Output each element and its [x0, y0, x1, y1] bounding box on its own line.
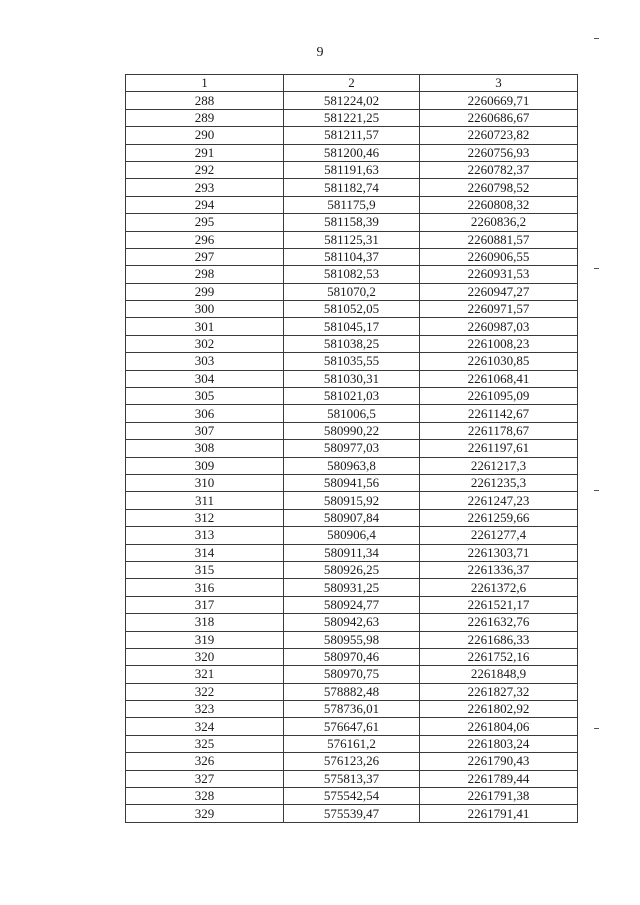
table-row [126, 631, 578, 648]
point-number-cell: 323 [126, 701, 284, 718]
table-row [126, 614, 578, 631]
point-number-cell: 320 [126, 648, 284, 665]
point-number-cell: 294 [126, 196, 284, 213]
point-number-cell: 290 [126, 127, 284, 144]
x-coordinate-cell: 581125,31 [284, 231, 420, 248]
table-row [126, 109, 578, 126]
y-coordinate-cell: 2261789,44 [420, 770, 578, 787]
table-row [126, 231, 578, 248]
x-coordinate-cell: 581045,17 [284, 318, 420, 335]
y-coordinate-cell: 2260686,67 [420, 109, 578, 126]
y-coordinate-cell: 2261827,32 [420, 683, 578, 700]
point-number-cell: 328 [126, 788, 284, 805]
point-number-cell: 304 [126, 370, 284, 387]
point-number-cell: 314 [126, 544, 284, 561]
table-row [126, 318, 578, 335]
point-number-cell: 321 [126, 666, 284, 683]
x-coordinate-cell: 581221,25 [284, 109, 420, 126]
x-coordinate-cell: 580955,98 [284, 631, 420, 648]
point-number-cell: 303 [126, 353, 284, 370]
table-row [126, 370, 578, 387]
point-number-cell: 329 [126, 805, 284, 822]
y-coordinate-cell: 2261235,3 [420, 474, 578, 491]
point-number-cell: 301 [126, 318, 284, 335]
table-row [126, 422, 578, 439]
point-number-cell: 326 [126, 753, 284, 770]
column-header-3: 3 [420, 75, 578, 92]
table-row [126, 753, 578, 770]
table-row [126, 266, 578, 283]
y-coordinate-cell: 2261521,17 [420, 596, 578, 613]
x-coordinate-cell: 578736,01 [284, 701, 420, 718]
x-coordinate-cell: 581052,05 [284, 301, 420, 318]
table-row [126, 353, 578, 370]
y-coordinate-cell: 2261803,24 [420, 735, 578, 752]
x-coordinate-cell: 580926,25 [284, 561, 420, 578]
table-row [126, 440, 578, 457]
y-coordinate-cell: 2260836,2 [420, 214, 578, 231]
table-row [126, 196, 578, 213]
point-number-cell: 319 [126, 631, 284, 648]
y-coordinate-cell: 2261686,33 [420, 631, 578, 648]
x-coordinate-cell: 581211,57 [284, 127, 420, 144]
y-coordinate-cell: 2261336,37 [420, 561, 578, 578]
x-coordinate-cell: 580931,25 [284, 579, 420, 596]
y-coordinate-cell: 2260881,57 [420, 231, 578, 248]
column-header-1: 1 [126, 75, 284, 92]
point-number-cell: 291 [126, 144, 284, 161]
point-number-cell: 306 [126, 405, 284, 422]
table-row [126, 161, 578, 178]
y-coordinate-cell: 2261791,41 [420, 805, 578, 822]
x-coordinate-cell: 581158,39 [284, 214, 420, 231]
y-coordinate-cell: 2260669,71 [420, 92, 578, 109]
table-row [126, 805, 578, 822]
scan-mark [594, 38, 599, 39]
x-coordinate-cell: 580963,8 [284, 457, 420, 474]
x-coordinate-cell: 581070,2 [284, 283, 420, 300]
table-row [126, 735, 578, 752]
scan-mark [594, 268, 599, 269]
point-number-cell: 307 [126, 422, 284, 439]
x-coordinate-cell: 581006,5 [284, 405, 420, 422]
y-coordinate-cell: 2260987,03 [420, 318, 578, 335]
table-header-row [126, 75, 578, 92]
y-coordinate-cell: 2261791,38 [420, 788, 578, 805]
x-coordinate-cell: 580970,46 [284, 648, 420, 665]
y-coordinate-cell: 2261802,92 [420, 701, 578, 718]
y-coordinate-cell: 2260782,37 [420, 161, 578, 178]
table-row [126, 666, 578, 683]
y-coordinate-cell: 2260723,82 [420, 127, 578, 144]
table-row [126, 770, 578, 787]
point-number-cell: 298 [126, 266, 284, 283]
y-coordinate-cell: 2260931,53 [420, 266, 578, 283]
point-number-cell: 325 [126, 735, 284, 752]
page-number: 9 [316, 45, 324, 60]
coordinates-table [125, 74, 578, 823]
x-coordinate-cell: 580970,75 [284, 666, 420, 683]
point-number-cell: 295 [126, 214, 284, 231]
y-coordinate-cell: 2261030,85 [420, 353, 578, 370]
x-coordinate-cell: 581038,25 [284, 335, 420, 352]
point-number-cell: 300 [126, 301, 284, 318]
table-row [126, 648, 578, 665]
column-header-2: 2 [284, 75, 420, 92]
y-coordinate-cell: 2260756,93 [420, 144, 578, 161]
y-coordinate-cell: 2261372,6 [420, 579, 578, 596]
point-number-cell: 313 [126, 527, 284, 544]
y-coordinate-cell: 2261217,3 [420, 457, 578, 474]
y-coordinate-cell: 2261068,41 [420, 370, 578, 387]
y-coordinate-cell: 2261752,16 [420, 648, 578, 665]
x-coordinate-cell: 576161,2 [284, 735, 420, 752]
table-body [126, 75, 578, 823]
table-row [126, 474, 578, 491]
x-coordinate-cell: 581200,46 [284, 144, 420, 161]
x-coordinate-cell: 580906,4 [284, 527, 420, 544]
table-row [126, 248, 578, 265]
table-row [126, 701, 578, 718]
point-number-cell: 289 [126, 109, 284, 126]
x-coordinate-cell: 581224,02 [284, 92, 420, 109]
y-coordinate-cell: 2261197,61 [420, 440, 578, 457]
point-number-cell: 308 [126, 440, 284, 457]
y-coordinate-cell: 2261095,09 [420, 388, 578, 405]
point-number-cell: 312 [126, 509, 284, 526]
x-coordinate-cell: 581021,03 [284, 388, 420, 405]
y-coordinate-cell: 2261804,06 [420, 718, 578, 735]
y-coordinate-cell: 2261008,23 [420, 335, 578, 352]
point-number-cell: 288 [126, 92, 284, 109]
y-coordinate-cell: 2261259,66 [420, 509, 578, 526]
x-coordinate-cell: 575542,54 [284, 788, 420, 805]
point-number-cell: 299 [126, 283, 284, 300]
x-coordinate-cell: 581030,31 [284, 370, 420, 387]
point-number-cell: 302 [126, 335, 284, 352]
x-coordinate-cell: 576647,61 [284, 718, 420, 735]
table-row [126, 683, 578, 700]
point-number-cell: 293 [126, 179, 284, 196]
table-row [126, 92, 578, 109]
point-number-cell: 305 [126, 388, 284, 405]
table-row [126, 388, 578, 405]
x-coordinate-cell: 581104,37 [284, 248, 420, 265]
y-coordinate-cell: 2261790,43 [420, 753, 578, 770]
table-row [126, 144, 578, 161]
table-row [126, 788, 578, 805]
point-number-cell: 292 [126, 161, 284, 178]
table-row [126, 579, 578, 596]
table-row [126, 283, 578, 300]
x-coordinate-cell: 575813,37 [284, 770, 420, 787]
y-coordinate-cell: 2260808,32 [420, 196, 578, 213]
table-row [126, 457, 578, 474]
point-number-cell: 311 [126, 492, 284, 509]
y-coordinate-cell: 2261142,67 [420, 405, 578, 422]
table-row [126, 335, 578, 352]
table-row [126, 492, 578, 509]
table-row [126, 544, 578, 561]
x-coordinate-cell: 580924,77 [284, 596, 420, 613]
point-number-cell: 324 [126, 718, 284, 735]
point-number-cell: 309 [126, 457, 284, 474]
y-coordinate-cell: 2261632,76 [420, 614, 578, 631]
x-coordinate-cell: 581191,63 [284, 161, 420, 178]
point-number-cell: 297 [126, 248, 284, 265]
y-coordinate-cell: 2261247,23 [420, 492, 578, 509]
y-coordinate-cell: 2260906,55 [420, 248, 578, 265]
table-row [126, 561, 578, 578]
x-coordinate-cell: 580915,92 [284, 492, 420, 509]
table-row [126, 405, 578, 422]
y-coordinate-cell: 2261178,67 [420, 422, 578, 439]
x-coordinate-cell: 576123,26 [284, 753, 420, 770]
point-number-cell: 310 [126, 474, 284, 491]
point-number-cell: 318 [126, 614, 284, 631]
point-number-cell: 317 [126, 596, 284, 613]
scan-mark [594, 490, 599, 491]
table-row [126, 527, 578, 544]
x-coordinate-cell: 581035,55 [284, 353, 420, 370]
table-row [126, 718, 578, 735]
x-coordinate-cell: 581082,53 [284, 266, 420, 283]
x-coordinate-cell: 580907,84 [284, 509, 420, 526]
y-coordinate-cell: 2261303,71 [420, 544, 578, 561]
y-coordinate-cell: 2260798,52 [420, 179, 578, 196]
table-row [126, 127, 578, 144]
x-coordinate-cell: 578882,48 [284, 683, 420, 700]
point-number-cell: 327 [126, 770, 284, 787]
y-coordinate-cell: 2261848,9 [420, 666, 578, 683]
x-coordinate-cell: 575539,47 [284, 805, 420, 822]
y-coordinate-cell: 2261277,4 [420, 527, 578, 544]
x-coordinate-cell: 581182,74 [284, 179, 420, 196]
point-number-cell: 316 [126, 579, 284, 596]
point-number-cell: 296 [126, 231, 284, 248]
table-row [126, 509, 578, 526]
table-row [126, 214, 578, 231]
point-number-cell: 315 [126, 561, 284, 578]
x-coordinate-cell: 580911,34 [284, 544, 420, 561]
y-coordinate-cell: 2260971,57 [420, 301, 578, 318]
point-number-cell: 322 [126, 683, 284, 700]
x-coordinate-cell: 581175,9 [284, 196, 420, 213]
x-coordinate-cell: 580941,56 [284, 474, 420, 491]
x-coordinate-cell: 580942,63 [284, 614, 420, 631]
table-row [126, 301, 578, 318]
table-row [126, 596, 578, 613]
x-coordinate-cell: 580990,22 [284, 422, 420, 439]
scan-mark [594, 728, 599, 729]
x-coordinate-cell: 580977,03 [284, 440, 420, 457]
y-coordinate-cell: 2260947,27 [420, 283, 578, 300]
table-row [126, 179, 578, 196]
